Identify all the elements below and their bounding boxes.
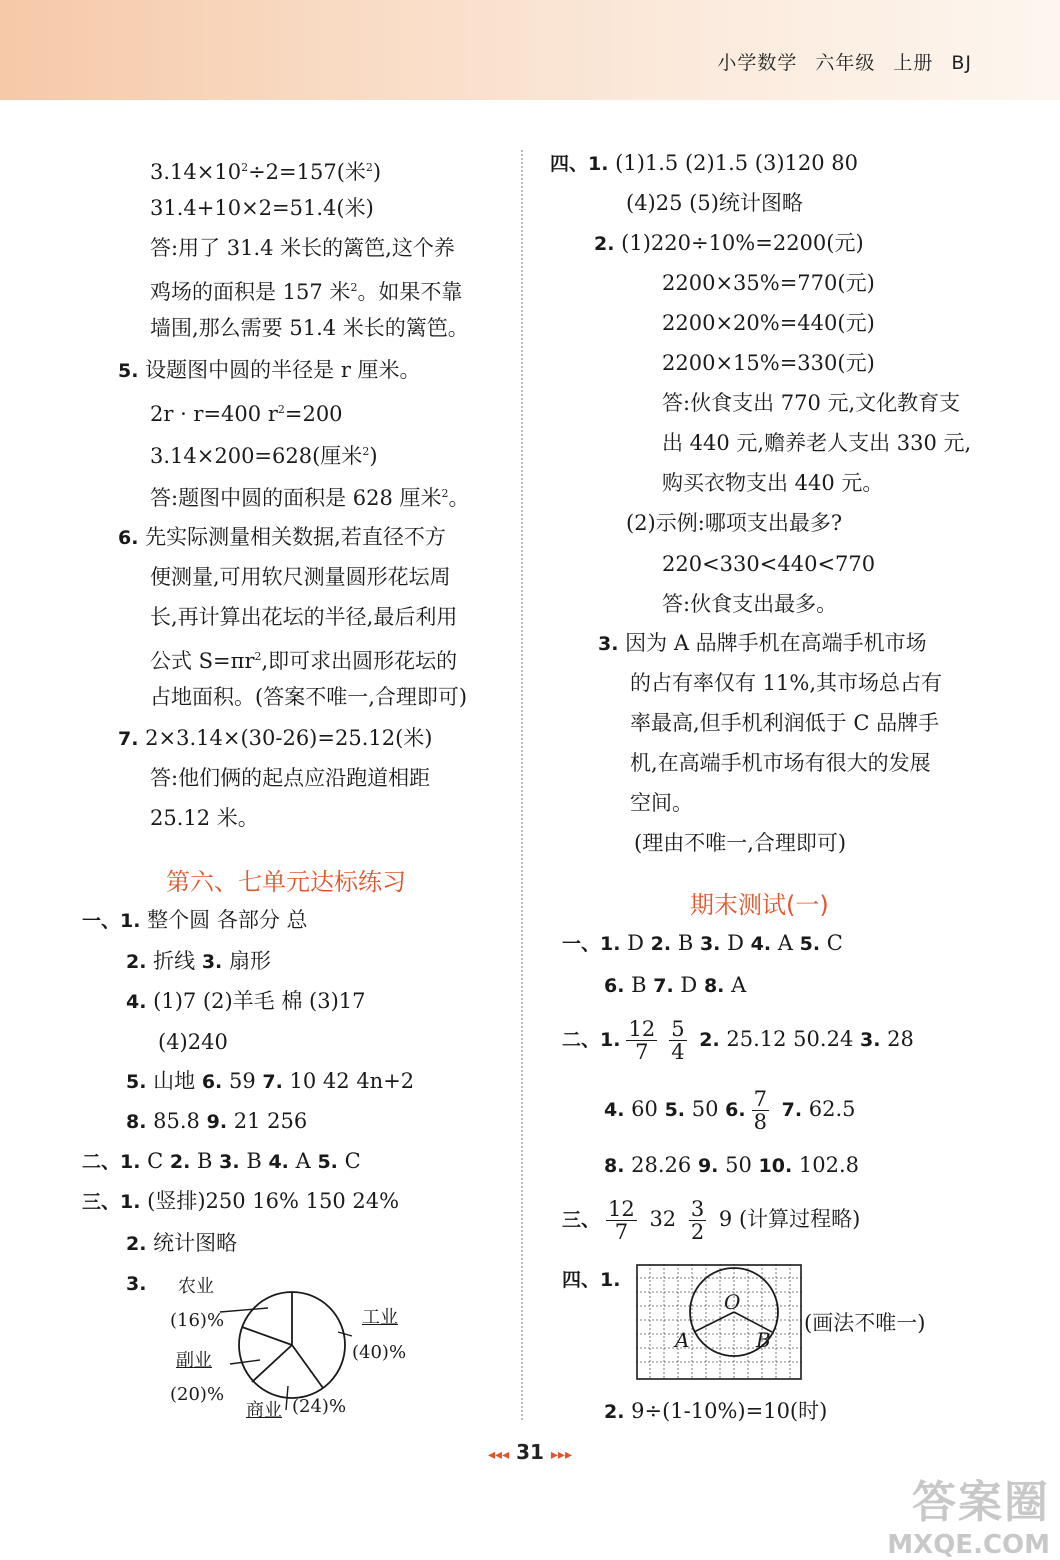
question-5: 5. 设题图中圆的半径是 r 厘米。 bbox=[118, 358, 421, 382]
pie-pointer bbox=[286, 1386, 288, 1410]
answer-line: 2200×35%=770(元) bbox=[662, 271, 875, 295]
fraction: $\frac{3}{2}$ bbox=[690, 1197, 705, 1244]
answer-line: 220<330<440<770 bbox=[662, 552, 876, 576]
answer-line: 4. (1)7 (2)羊毛 棉 (3)17 bbox=[126, 989, 366, 1013]
answer-line: (2)示例:哪项支出最多? bbox=[626, 511, 843, 535]
answer-line: 2. (1)220÷10%=2200(元) bbox=[594, 231, 864, 255]
fraction: $\frac{5}{4}$ bbox=[671, 1017, 685, 1064]
fraction: $\frac{12}{7}$ bbox=[608, 1197, 635, 1244]
answer-line: 购买衣物支出 440 元。 bbox=[662, 471, 884, 495]
grid-label-a: A bbox=[675, 1328, 690, 1352]
fraction: $\frac{12}{7}$ bbox=[628, 1017, 656, 1064]
answer-line: 2. 统计图略 bbox=[126, 1231, 238, 1255]
grid-label-o: O bbox=[724, 1290, 741, 1314]
answer-line: 墙围,那么需要 51.4 米长的篱笆。 bbox=[150, 316, 469, 340]
pie-label-agriculture-pct: (16)% bbox=[170, 1310, 225, 1331]
answer-line: 三、1. (竖排)250 16% 150 24% bbox=[82, 1189, 400, 1213]
pie-label-commerce-pct: (24)% bbox=[292, 1396, 347, 1417]
answer-line: 5. 山地 6. 59 7. 10 42 4n+2 bbox=[126, 1069, 415, 1093]
answer-line: 公式 $S=\pi r^2$,即可求出圆形花坛的 bbox=[150, 649, 458, 673]
pie-divider bbox=[252, 1345, 292, 1382]
answer-line: 出 440 元,赡养老人支出 330 元, bbox=[662, 431, 972, 455]
pie-label-sideline-pct: (20)% bbox=[170, 1384, 225, 1405]
pie-label-sideline: 副业 bbox=[176, 1350, 212, 1371]
header-grade: 六年级 bbox=[815, 52, 876, 74]
answer-line: 2r · r=400 $r^2=200$ bbox=[150, 402, 343, 426]
answer-line: 机,在高端手机市场有很大的发展 bbox=[630, 751, 931, 775]
pie-pointer bbox=[220, 1308, 268, 1312]
answer-line: 31.4+10×2=51.4(米) bbox=[150, 196, 374, 220]
answer-line: 2. 9÷(1-10%)=10(时) bbox=[604, 1399, 828, 1423]
watermark-url: MXQE.COM bbox=[887, 1530, 1050, 1560]
section-title-unit-6-7: 第六、七单元达标练习 bbox=[166, 868, 406, 896]
answer-line: 率最高,但手机利润低于 C 品牌手 bbox=[630, 711, 940, 735]
answer-line: 四、1. bbox=[562, 1269, 621, 1291]
pie-divider bbox=[242, 1327, 292, 1345]
answer-line: 3.14×200=628(厘米$^2$) bbox=[150, 444, 378, 468]
answer-line: 的占有率仅有 11%,其市场总占有 bbox=[630, 671, 943, 695]
fraction: $\frac{7}{8}$ bbox=[753, 1087, 767, 1134]
question-6: 6. 先实际测量相关数据,若直径不方 bbox=[118, 525, 446, 549]
column-divider bbox=[521, 150, 523, 1420]
answer-line: 答:伙食支出 770 元,文化教育支 bbox=[662, 391, 961, 415]
answer-line: $3.14\times 10^2\div 2=157$(米$^2$) bbox=[150, 160, 382, 184]
answer-line: 一、1. 整个圆 各部分 总 bbox=[82, 908, 308, 932]
answer-line: 一、1. D 2. B 3. D 4. A 5. C bbox=[562, 931, 843, 955]
answer-line: 二、1. $\frac{12}{7}$ $\frac{5}{4}$ 2. 25.12 50.24 3. 28 bbox=[562, 1017, 914, 1064]
answer-line: 答:题图中圆的面积是 628 厘米$^2$。 bbox=[150, 486, 470, 510]
answer-line: (4)240 bbox=[158, 1030, 228, 1054]
answer-line: 2. 折线 3. 扇形 bbox=[126, 949, 271, 973]
circle-grid-figure bbox=[636, 1264, 802, 1380]
answer-line: 答:用了 31.4 米长的篱笆,这个养 bbox=[150, 236, 455, 260]
pie-label-agriculture: 农业 bbox=[178, 1276, 214, 1297]
page-number: 31 bbox=[516, 1440, 544, 1464]
answer-line: 鸡场的面积是 157 米$^2$。如果不靠 bbox=[150, 280, 463, 304]
answer-line: 二、1. C 2. B 3. B 4. A 5. C bbox=[82, 1149, 361, 1173]
answer-line: 3. 因为 A 品牌手机在高端手机市场 bbox=[598, 631, 927, 655]
answer-line: 2200×20%=440(元) bbox=[662, 311, 875, 335]
answer-line: 空间。 bbox=[630, 791, 693, 815]
radius-oa bbox=[694, 1312, 734, 1332]
answer-line: 答:伙食支出最多。 bbox=[662, 592, 838, 616]
watermark-logo: 答案圈 bbox=[912, 1477, 1050, 1528]
answer-line: (理由不唯一,合理即可) bbox=[634, 831, 847, 855]
watermark bbox=[887, 1466, 1050, 1560]
answer-line: 8. 28.26 9. 50 10. 102.8 bbox=[604, 1153, 859, 1177]
answer-line: 便测量,可用软尺测量圆形花坛周 bbox=[150, 565, 451, 589]
answer-line: 4. 60 5. 50 6. $\frac{7}{8}$ 7. 62.5 bbox=[604, 1087, 856, 1134]
answer-line: 6. B 7. D 8. A bbox=[604, 973, 747, 997]
header-volume: 上册 bbox=[893, 52, 934, 74]
answer-line: 8. 85.8 9. 21 256 bbox=[126, 1109, 308, 1133]
answer-line: 25.12 米。 bbox=[150, 806, 259, 830]
answer-line: 2200×15%=330(元) bbox=[662, 351, 875, 375]
section-title-final-test: 期末测试(一) bbox=[690, 891, 829, 919]
pie-label-industry: 工业 bbox=[362, 1307, 398, 1328]
page-footer bbox=[0, 1440, 1060, 1464]
answer-line: (4)25 (5)统计图略 bbox=[626, 191, 803, 215]
answer-line: 答:他们俩的起点应沿跑道相距 bbox=[150, 766, 431, 790]
book-title bbox=[699, 48, 972, 75]
answer-line: 占地面积。(答案不唯一,合理即可) bbox=[150, 685, 468, 709]
pie-label-commerce: 商业 bbox=[246, 1400, 282, 1421]
grid-label-b: B bbox=[756, 1328, 771, 1352]
next-arrows-icon: ▸▸▸ bbox=[550, 1447, 572, 1463]
header-subject: 小学数学 bbox=[717, 52, 798, 74]
answer-line: 四、1. (1)1.5 (2)1.5 (3)120 80 bbox=[550, 151, 859, 175]
pie-divider bbox=[292, 1345, 323, 1388]
answer-line: (画法不唯一) bbox=[804, 1311, 926, 1335]
pie-pointer bbox=[230, 1360, 260, 1364]
prev-arrows-icon: ◂◂◂ bbox=[488, 1447, 510, 1463]
pie-label-industry-pct: (40)% bbox=[352, 1342, 407, 1363]
header-edition: BJ bbox=[951, 52, 972, 74]
question-7: 7. 2×3.14×(30-26)=25.12(米) bbox=[118, 726, 433, 750]
answer-line: 长,再计算出花坛的半径,最后利用 bbox=[150, 605, 458, 629]
answer-line: 3. bbox=[126, 1273, 147, 1295]
answer-line: 三、 $\frac{12}{7}$ 32 $\frac{3}{2}$ 9 (计算过程略) bbox=[562, 1197, 861, 1244]
